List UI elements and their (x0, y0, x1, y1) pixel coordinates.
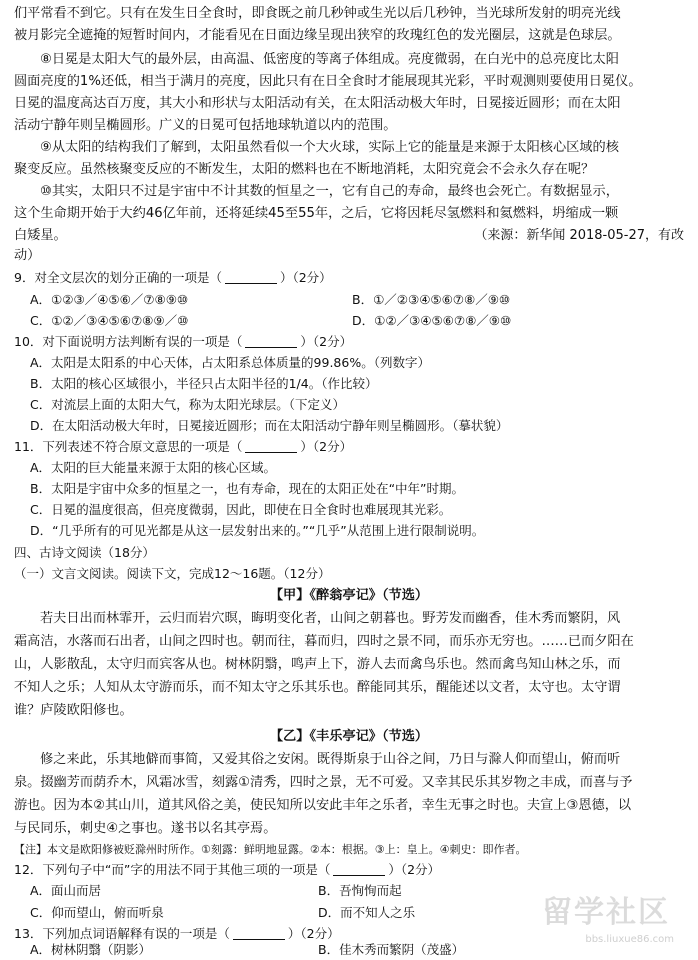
q13-option-b: B．佳木秀而繁阴（茂盛） (318, 942, 465, 957)
question-10 (14, 332, 686, 352)
q11-option-b: B．太阳是宇宙中众多的恒星之一，也有寿命，现在的太阳正处在“中年”时期。 (30, 481, 465, 496)
q10-option-a: A．太阳是太阳系的中心天体，占太阳系总体质量的99.86%。（列数字） (30, 355, 430, 370)
watermark-url: bbs.liuxue86.com (585, 934, 674, 945)
passage-line-10: 这个生命期开始于大约46亿年前，还将延续45至55年，之后，它将因耗尽氢燃料和氦燃料，坍缩成一颗 (14, 206, 619, 221)
question-9-score: ）（2分） (279, 270, 332, 285)
answer-blank[interactable] (233, 926, 285, 940)
section-4-heading: 四、古诗文阅读（18分） (14, 545, 155, 560)
section-4-subheading: （一）文言文阅读。阅读下文，完成12～16题。（12分） (14, 566, 331, 581)
question-10-score: ）（2分） (300, 334, 353, 349)
question-9 (14, 268, 686, 288)
q10-option-d: D．在太阳活动极大年时，日冕接近圆形；而在太阳活动宁静年则呈椭圆形。（摹状貌） (30, 418, 509, 433)
q9-option-c: C．①②／③④⑤⑥⑦⑧⑨／⑩ (30, 313, 189, 328)
q12-option-a: A．面山而居 (30, 883, 102, 898)
q12-option-c: C．仰而望山，俯而听泉 (30, 905, 164, 920)
yi-line-2: 泉。掇幽芳而荫乔木，风霜冰雪，刻露①清秀，四时之景，无不可爱。又幸其民乐其岁物之丰成，而喜与予 (14, 775, 633, 790)
passage-line-1: 们平常看不到它。只有在发生日全食时，即食既之前几秒钟或生光以后几秒钟，当光球所发射的明亮光线 (14, 6, 621, 21)
passage-line-7: ⑨从太阳的结构我们了解到，太阳虽然看似一个大火球，实际上它的能量是来源于太阳核心区域的核 (40, 140, 619, 155)
passage-line-4: 圆面亮度的1%还低，相当于满月的亮度，因此只有在日全食时才能展现其光彩，平时观测则要使用日冕仪。 (14, 74, 642, 89)
question-13-score: ）（2分） (287, 926, 340, 941)
watermark-brand: 留学社区 (542, 895, 670, 930)
passage-line-3: ⑧日冕是太阳大气的最外层，由高温、低密度的等离子体组成。亮度微弱，在白光中的总亮度比太阳 (40, 52, 619, 67)
answer-blank[interactable] (245, 439, 297, 453)
q11-option-d: D．“几乎所有的可见光都是从这一层发射出来的。”“几乎”从范围上进行限制说明。 (30, 523, 485, 538)
jia-line-4: 不知人之乐；人知从太守游而乐，而不知太守之乐其乐也。醉能同其乐，醒能述以文者，太守也。太守谓 (14, 680, 621, 695)
question-11-score: ）（2分） (300, 439, 353, 454)
passage-line-2: 被月影完全遮掩的短暂时间内，才能看见在日面边缘呈现出狭窄的玫瑰红色的发光圈层，这就是色球层。 (14, 28, 621, 43)
answer-blank[interactable] (225, 270, 277, 284)
q12-option-d: D．而不知人之乐 (318, 905, 416, 920)
watermark-logo (530, 891, 690, 951)
question-10-stem: 10．对下面说明方法判断有误的一项是（ (14, 334, 243, 349)
q9-option-b: B．①／②③④⑤⑥⑦⑧／⑨⑩ (352, 292, 511, 307)
source-citation: （来源：新华闻 2018-05-27，有改 (474, 228, 684, 243)
jia-line-5: 谁？庐陵欧阳修也。 (14, 703, 133, 718)
question-11-stem: 11．下列表述不符合原文意思的一项是（ (14, 439, 243, 454)
passage-line-6: 活动宁静年则呈椭圆形。广义的日冕可包括地球轨道以内的范围。 (14, 118, 397, 133)
passage-line-5: 日冕的温度高达百万度，其大小和形状与太阳活动有关，在太阳活动极大年时，日冕接近圆形；而在太阳 (14, 96, 621, 111)
jia-line-1: 若夫日出而林霏开，云归而岩穴暝，晦明变化者，山间之朝暮也。野芳发而幽香，佳木秀而繁阴，风 (40, 611, 621, 626)
question-12-score: ）（2分） (388, 862, 441, 877)
passage-line-9: ⑩其实，太阳只不过是宇宙中不计其数的恒星之一，它有自己的寿命，最终也会死亡。有数据显示， (40, 184, 619, 199)
q9-option-a: A．①②③／④⑤⑥／⑦⑧⑨⑩ (30, 292, 189, 307)
yi-line-3: 游也。因为本②其山川，道其风俗之美，使民知所以安此丰年之乐者，幸生无事之时也。夫宣上③恩德，以 (14, 798, 632, 813)
question-12-stem: 12．下列句子中“而”字的用法不同于其他三项的一项是（ (14, 862, 331, 877)
q11-option-c: C．日冕的温度很高，但亮度微弱，因此，即使在日全食时也难展现其光彩。 (30, 502, 452, 517)
question-12 (14, 860, 686, 880)
q11-option-a: A．太阳的巨大能量来源于太阳的核心区域。 (30, 460, 277, 475)
yi-line-1: 修之来此，乐其地僻而事简，又爱其俗之安闲。既得斯泉于山谷之间，乃日与滁人仰而望山，俯而听 (40, 752, 621, 767)
source-citation-tail: 动） (14, 248, 41, 263)
q10-option-c: C．对流层上面的太阳大气，称为太阳光球层。（下定义） (30, 397, 345, 412)
q10-option-b: B．太阳的核心区域很小，半径只占太阳半径的1/4。（作比较） (30, 376, 378, 391)
annotation-note: 【注】本文是欧阳修被贬滁州时所作。①刻露：鲜明地显露。②本：根据。③上：皇上。④刺史：即作者。 (14, 843, 527, 856)
question-11 (14, 437, 686, 457)
q13-option-a: A．树林阴翳（阴影） (30, 942, 152, 957)
jia-line-2: 霜高洁，水落而石出者，山间之四时也。朝而往，暮而归，四时之景不同，而乐亦无穷也。……已而夕阳在 (14, 634, 634, 649)
answer-blank[interactable] (245, 334, 297, 348)
jia-line-3: 山，人影散乱，太守归而宾客从也。树林阴翳，鸣声上下，游人去而禽鸟乐也。然而禽鸟知山林之乐，而 (14, 657, 621, 672)
yi-title: 【乙】《丰乐亭记》（节选） (269, 729, 429, 744)
question-9-stem: 9．对全文层次的划分正确的一项是（ (14, 270, 222, 285)
answer-blank[interactable] (333, 862, 385, 876)
q12-option-b: B．吾恂恂而起 (318, 883, 402, 898)
q9-option-d: D．①②／③④⑤⑥⑦⑧／⑨⑩ (352, 313, 512, 328)
jia-title: 【甲】《醉翁亭记》（节选） (269, 588, 429, 603)
question-13-stem: 13．下列加点词语解释有误的一项是（ (14, 926, 230, 941)
passage-line-8: 聚变反应。虽然核聚变反应的不断发生，太阳的燃料也在不断地消耗，太阳究竟会不会永久存在呢？ (14, 162, 595, 177)
yi-line-4: 与民同乐，刺史④之事也。遂书以名其亭焉。 (14, 821, 277, 836)
passage-line-11: 白矮星。 (14, 228, 67, 243)
